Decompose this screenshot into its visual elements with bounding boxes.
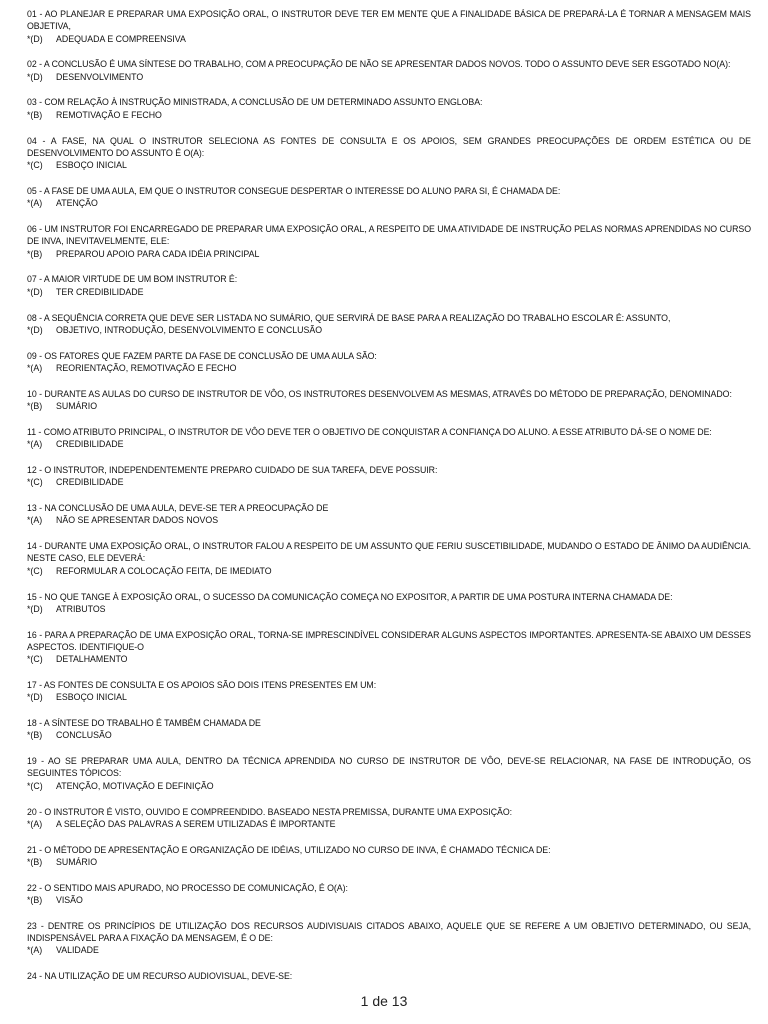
question-text: 11 - COMO ATRIBUTO PRINCIPAL, O INSTRUTOR DE VÔO DEVE TER O OBJETIVO DE CONQUISTAR A CONFIANÇA DO ALUNO. A ESSE ATRIBUTO DÁ-SE O NOME DE: — [27, 426, 712, 437]
answer-marker: *(C) — [27, 780, 43, 791]
question-text: 24 - NA UTILIZAÇÃO DE UM RECURSO AUDIOVISUAL, DEVE-SE: — [27, 971, 293, 982]
question-item — [27, 58, 751, 83]
question-item — [27, 502, 751, 527]
question-item — [27, 388, 751, 413]
answer-line — [27, 324, 751, 336]
question-item — [27, 717, 751, 742]
answer-marker: *(D) — [27, 71, 43, 82]
answer-marker: *(B) — [27, 730, 43, 741]
answer-marker: *(A) — [27, 818, 43, 829]
answer-marker: *(B) — [27, 248, 43, 259]
answer-line — [27, 653, 751, 665]
answer-marker: *(C) — [27, 565, 43, 576]
answer-line — [27, 286, 751, 298]
question-item — [27, 679, 751, 704]
answer-text: DETALHAMENTO — [56, 654, 128, 665]
question-text: 02 - A CONCLUSÃO É UMA SÍNTESE DO TRABALHO, COM A PREOCUPAÇÃO DE NÃO SE APRESENTAR DADOS NOVOS. TODO O ASSUNTO DEVE SER ESGOTADO NO(A): — [27, 59, 731, 70]
answer-line — [27, 691, 751, 703]
question-text: 15 - NO QUE TANGE À EXPOSIÇÃO ORAL, O SUCESSO DA COMUNICAÇÃO COMEÇA NO EXPOSITOR, A PARTIR DE UMA POSTURA INTERNA CHAMADA DE: — [27, 591, 673, 602]
answer-text: VALIDADE — [56, 945, 99, 956]
answer-marker: *(C) — [27, 654, 43, 665]
question-text: 14 - DURANTE UMA EXPOSIÇÃO ORAL, O INSTRUTOR FALOU A RESPEITO DE UM ASSUNTO QUE FERIU SUSCETIBILIDADE, MUDANDO O ESTADO DE ÂNIMO DA AUDIÊNCIA. NESTE CASO, ELE DEVERÁ: — [27, 541, 751, 564]
answer-marker: *(A) — [27, 362, 43, 373]
answer-line — [27, 944, 751, 956]
answer-text: REORIENTAÇÃO, REMOTIVAÇÃO E FECHO — [56, 362, 237, 373]
question-text: 17 - AS FONTES DE CONSULTA E OS APOIOS SÃO DOIS ITENS PRESENTES EM UM: — [27, 679, 377, 690]
question-item — [27, 135, 751, 172]
question-text: 04 - A FASE, NA QUAL O INSTRUTOR SELECIONA AS FONTES DE CONSULTA E OS APOIOS, SEM GRANDES PREOCUPAÇÕES DE ORDEM ESTÉTICA OU DE DESENVOLVIMENTO DO ASSUNTO É O(A): — [27, 135, 751, 158]
question-text: 23 - DENTRE OS PRINCÍPIOS DE UTILIZAÇÃO DOS RECURSOS AUDIVISUAIS CITADOS ABAIXO, AQUELE QUE SE REFERE A UM OBJETIVO DETERMINADO, OU SEJA, INDISPENSÁVEL PARA A FIXAÇÃO DA MENSAGEM, É O DE: — [27, 920, 751, 944]
answer-line — [27, 109, 751, 121]
question-item — [27, 312, 751, 337]
question-item — [27, 223, 751, 260]
question-item — [27, 920, 751, 957]
answer-text: ESBOÇO INICIAL — [56, 692, 127, 703]
answer-line — [27, 476, 751, 488]
answer-text: ESBOÇO INICIAL — [56, 160, 127, 171]
answer-line — [27, 197, 751, 209]
question-list — [27, 8, 751, 996]
answer-marker: *(A) — [27, 198, 43, 209]
answer-text: CREDIBILIDADE — [56, 439, 124, 450]
answer-line — [27, 565, 751, 577]
question-text: 22 - O SENTIDO MAIS APURADO, NO PROCESSO DE COMUNICAÇÃO, É O(A): — [27, 882, 348, 893]
answer-text: DESENVOLVIMENTO — [56, 71, 144, 82]
answer-line — [27, 780, 751, 792]
answer-line — [27, 248, 751, 260]
question-item — [27, 464, 751, 489]
question-text: 10 - DURANTE AS AULAS DO CURSO DE INSTRUTOR DE VÔO, OS INSTRUTORES DESENVOLVEM AS MESMAS, ATRAVÉS DO MÉTODO DE PREPARAÇÃO, DENOMINADO: — [27, 388, 732, 399]
question-item — [27, 755, 751, 792]
answer-line — [27, 400, 751, 412]
question-text: 19 - AO SE PREPARAR UMA AULA, DENTRO DA TÉCNICA APRENDIDA NO CURSO DE INSTRUTOR DE VÔO, DEVE-SE RELACIONAR, NA FASE DE INTRODUÇÃO, OS SEGUINTES TÓPICOS: — [27, 756, 751, 779]
answer-marker: *(A) — [27, 439, 43, 450]
question-text: 21 - O MÉTODO DE APRESENTAÇÃO E ORGANIZAÇÃO DE IDÉIAS, UTILIZADO NO CURSO DE INVA, É CHAMADO TÉCNICA DE: — [27, 844, 551, 855]
question-text: 05 - A FASE DE UMA AULA, EM QUE O INSTRUTOR CONSEGUE DESPERTAR O INTERESSE DO ALUNO PARA SI, É CHAMADA DE: — [27, 185, 561, 196]
answer-line — [27, 894, 751, 906]
answer-marker: *(D) — [27, 324, 43, 335]
answer-text: VISÃO — [56, 895, 83, 906]
answer-line — [27, 362, 751, 374]
answer-text: SUMÁRIO — [56, 401, 98, 412]
question-text: 16 - PARA A PREPARAÇÃO DE UMA EXPOSIÇÃO ORAL, TORNA-SE IMPRESCINDÍVEL CONSIDERAR ALGUNS ASPECTOS IMPORTANTES. APRESENTA-SE ABAIXO UM DESSES ASPECTOS. IDENTIFIQUE-O — [27, 629, 751, 652]
answer-marker: *(B) — [27, 109, 43, 120]
page-indicator: 1 de 13 — [360, 993, 408, 1009]
question-text: 13 - NA CONCLUSÃO DE UMA AULA, DEVE-SE TER A PREOCUPAÇÃO DE — [27, 503, 329, 514]
question-item — [27, 970, 751, 982]
answer-text: ATENÇÃO — [56, 198, 98, 209]
question-text: 01 - AO PLANEJAR E PREPARAR UMA EXPOSIÇÃO ORAL, O INSTRUTOR DEVE TER EM MENTE QUE A FINALIDADE BÁSICA DE PREPARÁ-LA É TORNAR A MENSAGEM MAIS OBJETIVA, — [27, 9, 751, 32]
question-item — [27, 629, 751, 666]
answer-marker: *(D) — [27, 692, 43, 703]
question-item — [27, 426, 751, 451]
answer-text: REFORMULAR A COLOCAÇÃO FEITA, DE IMEDIATO — [56, 565, 272, 576]
answer-marker: *(D) — [27, 286, 43, 297]
question-text: 03 - COM RELAÇÃO À INSTRUÇÃO MINISTRADA, A CONCLUSÃO DE UM DETERMINADO ASSUNTO ENGLOBA: — [27, 97, 483, 108]
question-text: 08 - A SEQUÊNCIA CORRETA QUE DEVE SER LISTADA NO SUMÁRIO, QUE SERVIRÁ DE BASE PARA A REALIZAÇÃO DO TRABALHO ESCOLAR É: ASSUNTO, — [27, 312, 671, 323]
answer-line — [27, 603, 751, 615]
answer-text: ADEQUADA E COMPREENSIVA — [56, 33, 186, 44]
answer-marker: *(D) — [27, 603, 43, 614]
question-text: 12 - O INSTRUTOR, INDEPENDENTEMENTE PREPARO CUIDADO DE SUA TAREFA, DEVE POSSUIR: — [27, 464, 438, 475]
question-item — [27, 273, 751, 298]
answer-line — [27, 159, 751, 171]
answer-text: SUMÁRIO — [56, 856, 98, 867]
answer-marker: *(D) — [27, 33, 43, 44]
question-text: 06 - UM INSTRUTOR FOI ENCARREGADO DE PREPARAR UMA EXPOSIÇÃO ORAL, A RESPEITO DE UMA ATIVIDADE DE INSTRUÇÃO PELAS NORMAS APRENDIDAS NO CURSO DE INVA, INEVITAVELMENTE, ELE: — [27, 224, 751, 247]
question-item — [27, 882, 751, 907]
answer-marker: *(B) — [27, 401, 43, 412]
answer-marker: *(B) — [27, 895, 43, 906]
answer-marker: *(A) — [27, 515, 43, 526]
question-text: 09 - OS FATORES QUE FAZEM PARTE DA FASE DE CONCLUSÃO DE UMA AULA SÃO: — [27, 350, 377, 361]
question-item — [27, 8, 751, 45]
answer-text: TER CREDIBILIDADE — [56, 286, 144, 297]
answer-marker: *(B) — [27, 856, 43, 867]
answer-text: A SELEÇÃO DAS PALAVRAS A SEREM UTILIZADAS É IMPORTANTE — [56, 818, 336, 829]
answer-line — [27, 438, 751, 450]
answer-line — [27, 818, 751, 830]
question-text: 07 - A MAIOR VIRTUDE DE UM BOM INSTRUTOR É: — [27, 274, 238, 285]
answer-marker: *(C) — [27, 160, 43, 171]
question-item — [27, 96, 751, 121]
question-text: 20 - O INSTRUTOR É VISTO, OUVIDO E COMPREENDIDO. BASEADO NESTA PREMISSA, DURANTE UMA EXPOSIÇÃO: — [27, 806, 513, 817]
question-item — [27, 350, 751, 375]
question-item — [27, 591, 751, 616]
answer-text: REMOTIVAÇÃO E FECHO — [56, 109, 162, 120]
answer-text: OBJETIVO, INTRODUÇÃO, DESENVOLVIMENTO E CONCLUSÃO — [56, 324, 323, 335]
answer-line — [27, 514, 751, 526]
answer-text: ATENÇÃO, MOTIVAÇÃO E DEFINIÇÃO — [56, 780, 214, 791]
question-text: 18 - A SÍNTESE DO TRABALHO É TAMBÉM CHAMADA DE — [27, 718, 261, 729]
answer-text: NÃO SE APRESENTAR DADOS NOVOS — [56, 515, 219, 526]
answer-marker: *(C) — [27, 477, 43, 488]
answer-text: ATRIBUTOS — [56, 603, 106, 614]
answer-text: CREDIBILIDADE — [56, 477, 124, 488]
answer-line — [27, 856, 751, 868]
question-item — [27, 844, 751, 869]
answer-line — [27, 71, 751, 83]
question-item — [27, 806, 751, 831]
answer-marker: *(A) — [27, 945, 43, 956]
question-item — [27, 185, 751, 210]
answer-line — [27, 33, 751, 45]
answer-text: CONCLUSÃO — [56, 730, 112, 741]
question-item — [27, 540, 751, 577]
answer-text: PREPAROU APOIO PARA CADA IDÉIA PRINCIPAL — [56, 248, 260, 259]
answer-line — [27, 729, 751, 741]
